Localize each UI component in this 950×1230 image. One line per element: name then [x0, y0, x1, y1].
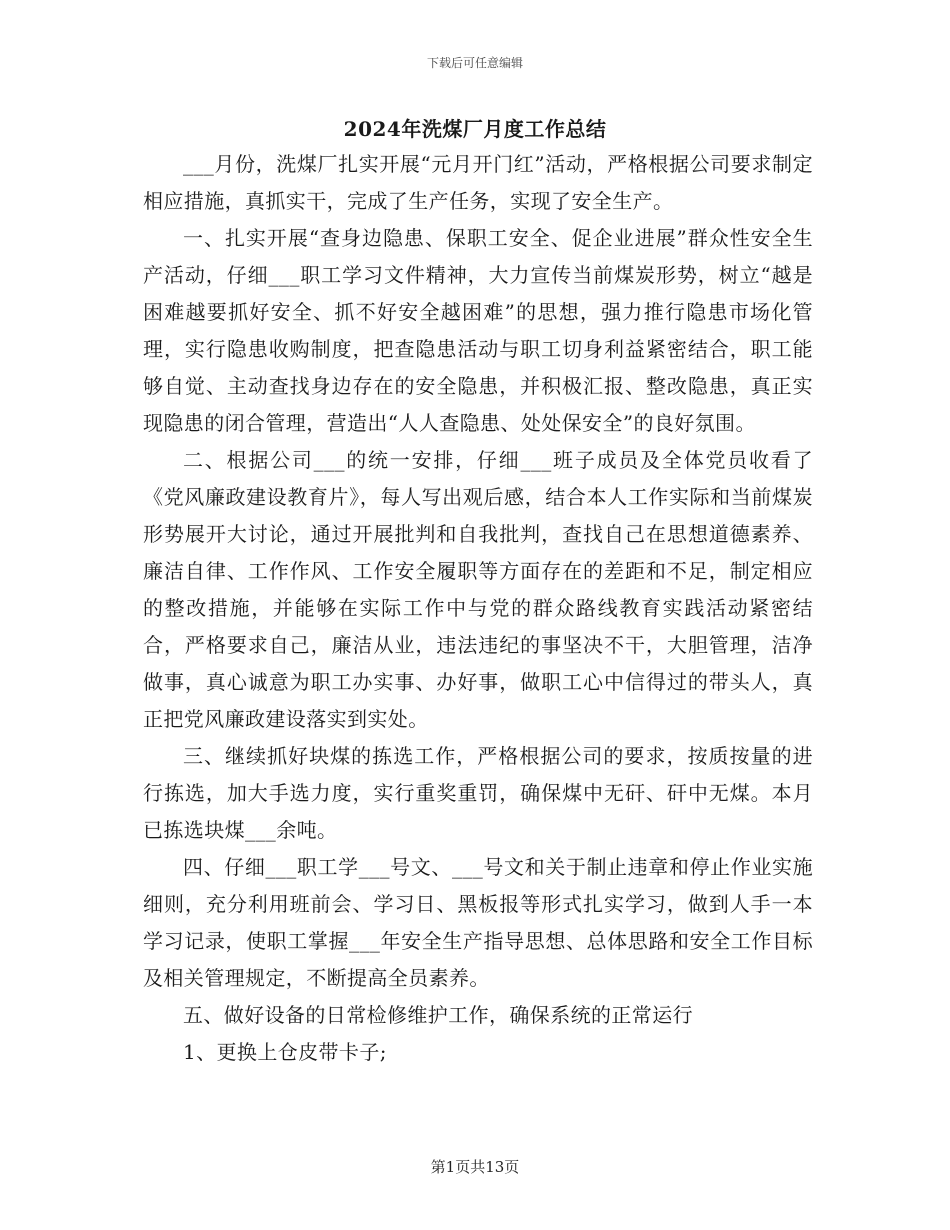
paragraph-section-4: 四、仔细___职工学___号文、___号文和关于制止违章和停止作业实施细则，充分利用班前会、学习日、黑板报等形式扎实学习，做到人手一本学习记录，使职工掌握___年安全生产指导思想、总体思路和安全工作目标及相关管理规定，不断提高全员素养。	[143, 855, 813, 990]
document-title: 2024年洗煤厂月度工作总结	[343, 117, 607, 141]
paragraph-section-2: 二、根据公司___的统一安排，仔细___班子成员及全体党员收看了《党风廉政建设教育片》，每人写出观后感，结合本人工作实际和当前煤炭形势展开大讨论，通过开展批判和自我批判，查找自己在思想道德素养、廉洁自律、工作作风、工作安全履职等方面存在的差距和不足，制定相应的整改措施，并能够在实际工作中与党的群众路线教育实践活动紧密结合，严格要求自己，廉洁从业，违法违纪的事坚决不干，大胆管理，洁净做事，真心诚意为职工办实事、办好事，做职工心中信得过的带头人，真正把党风廉政建设落实到实处。	[143, 448, 813, 731]
paragraph-intro: ___月份，洗煤厂扎实开展“元月开门红”活动，严格根据公司要求制定相应措施，真抓实干，完成了生产任务，实现了安全生产。	[143, 152, 813, 213]
download-editable-note: 下载后可任意编辑	[426, 56, 523, 70]
paragraph-section-5: 五、做好设备的日常检修维护工作，确保系统的正常运行	[183, 1003, 693, 1027]
document-body	[143, 146, 813, 1071]
paragraph-section-1: 一、扎实开展“查身边隐患、保职工安全、促企业进展”群众性安全生产活动，仔细___职工学习文件精神，大力宣传当前煤炭形势，树立“越是困难越要抓好安全、抓不好安全越困难”的思想，强力推行隐患市场化管理，实行隐患收购制度，把查隐患活动与职工切身利益紧密结合，职工能够自觉、主动查找身边存在的安全隐患，并积极汇报、整改隐患，真正实现隐患的闭合管理，营造出“人人查隐患、处处保安全”的良好氛围。	[143, 226, 813, 435]
paragraph-section-3: 三、继续抓好块煤的拣选工作，严格根据公司的要求，按质按量的进行拣选，加大手选力度，实行重奖重罚，确保煤中无矸、矸中无煤。本月已拣选块煤___余吨。	[143, 744, 813, 842]
page-number: 第1页共13页	[430, 1158, 520, 1176]
paragraph-item-1: 1、更换上仓皮带卡子;	[183, 1040, 387, 1064]
